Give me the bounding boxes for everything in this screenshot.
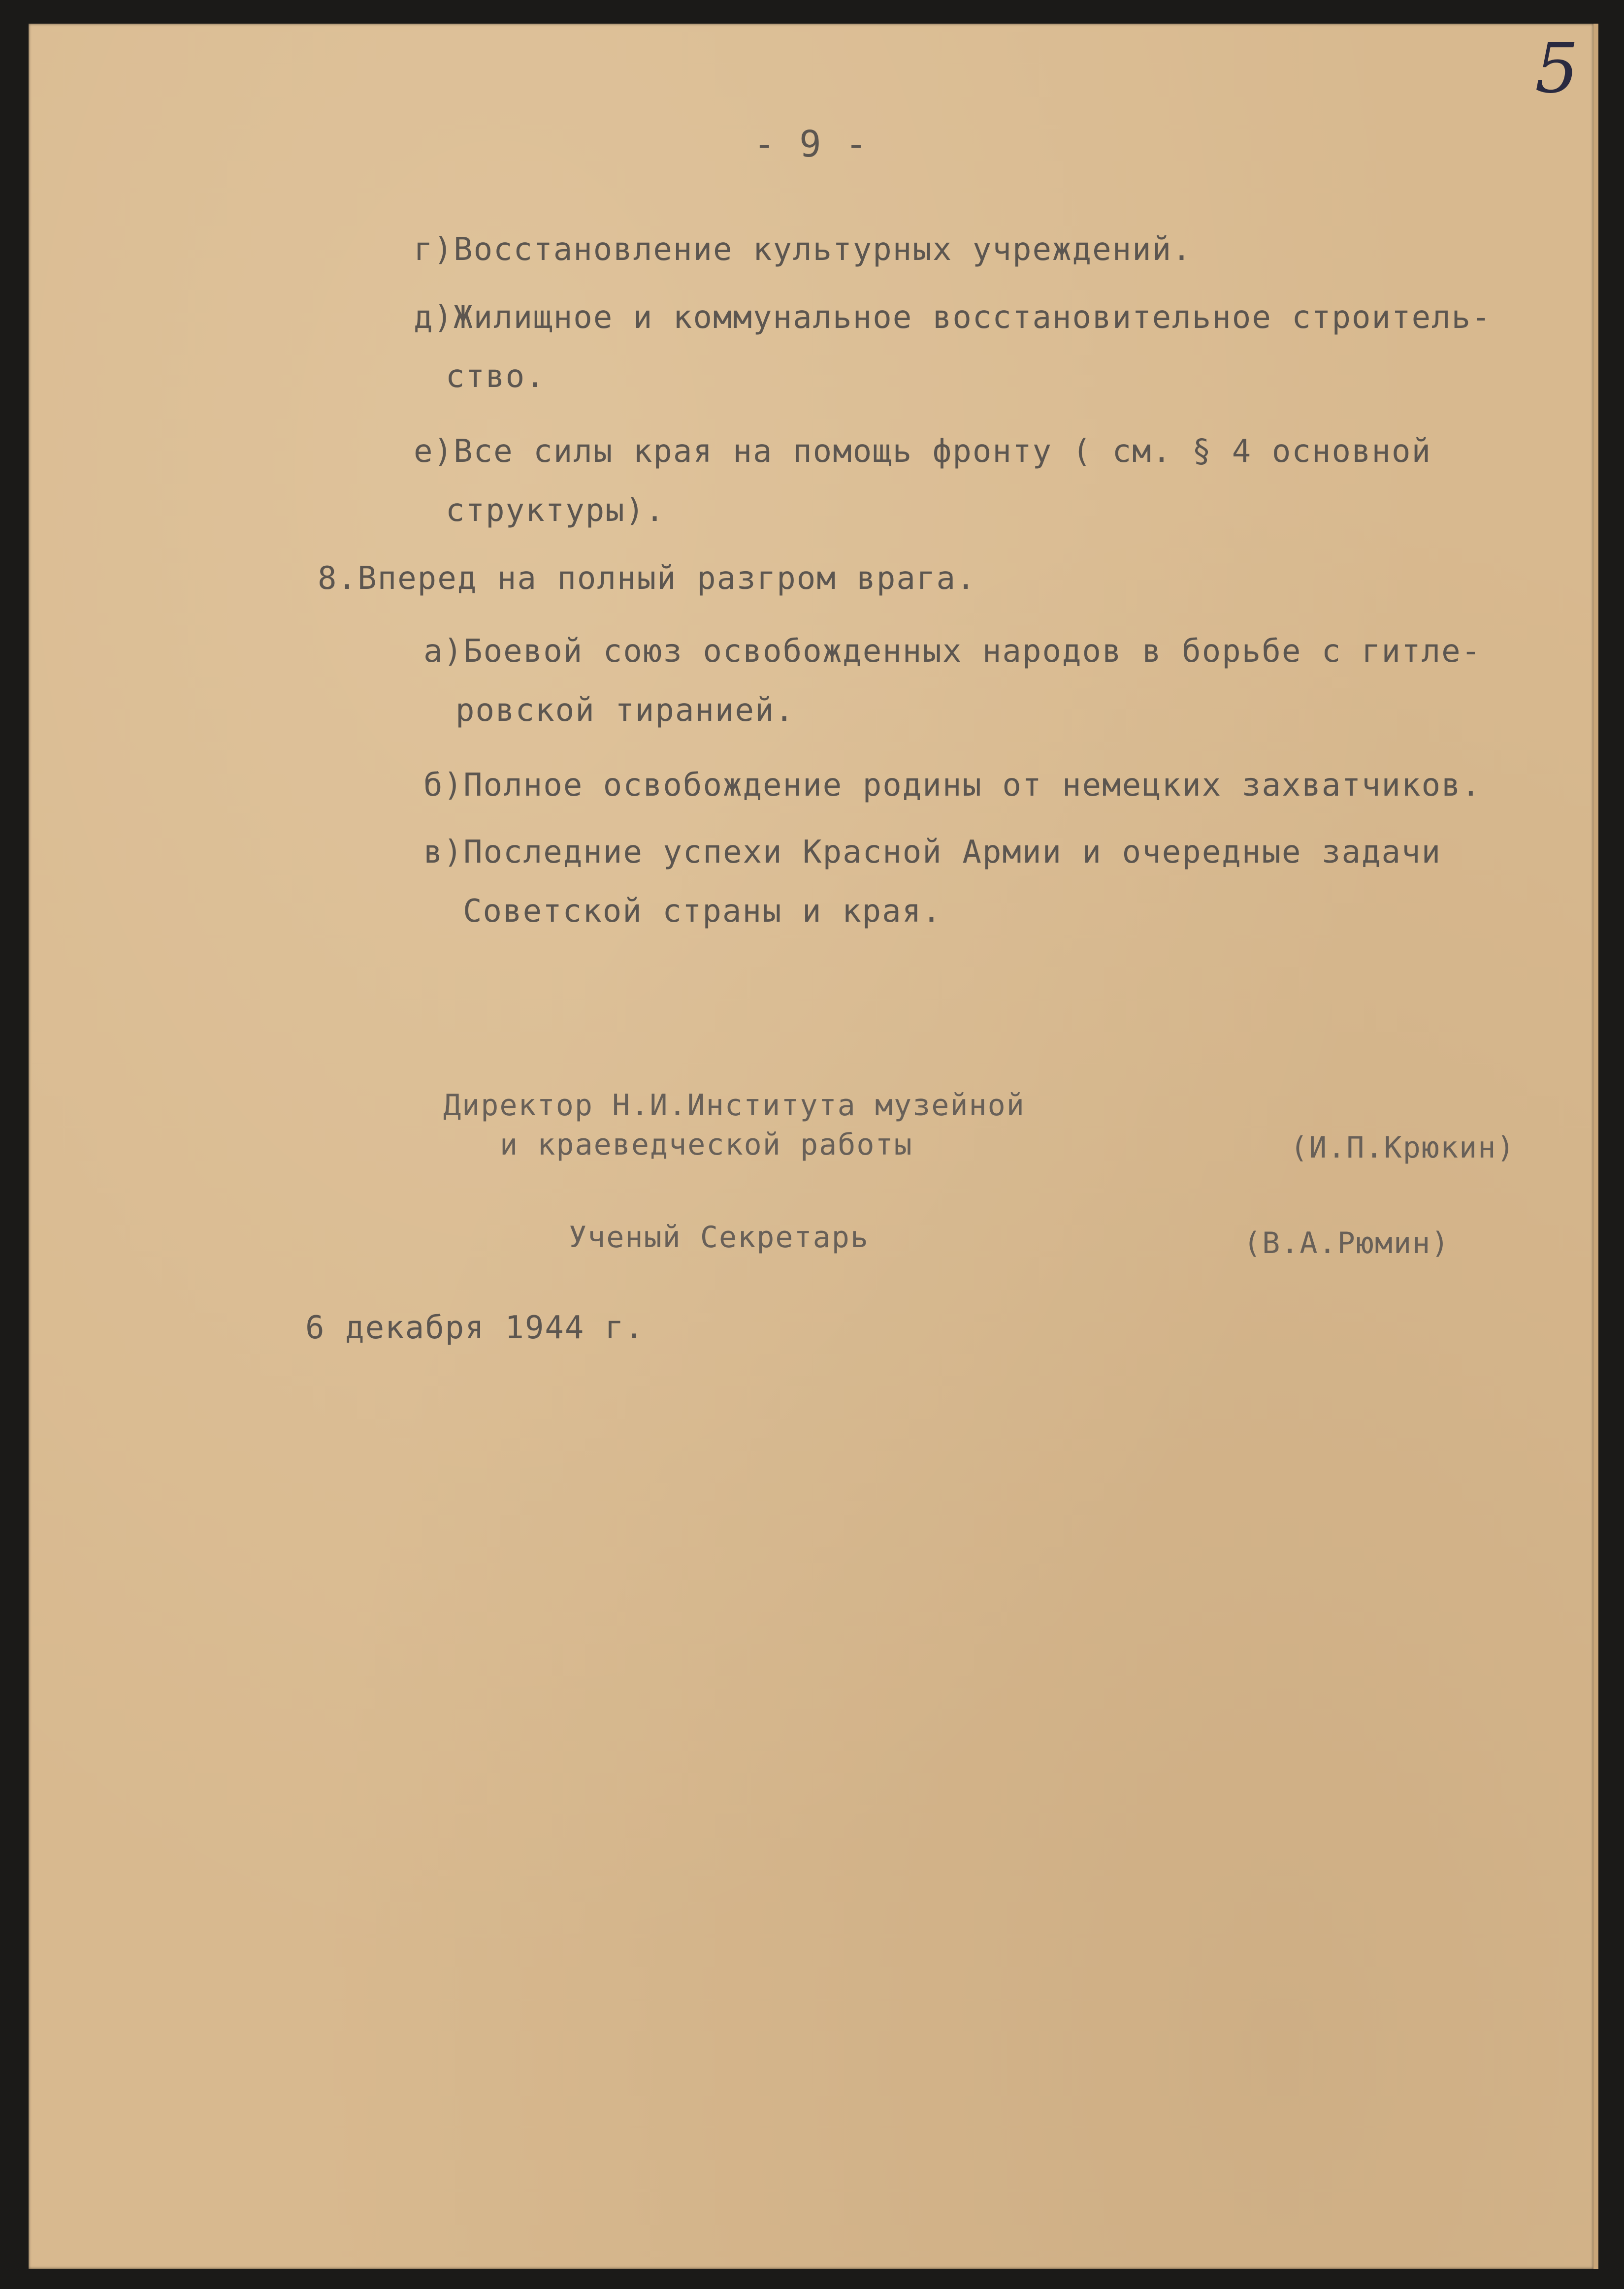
- document-date: 6 декабря 1944 г.: [305, 1310, 645, 1346]
- page-number: - 9 -: [753, 123, 868, 165]
- item-v: в)Последние успехи Красной Армии и очередные задачи: [423, 834, 1442, 870]
- item-e: е)Все силы края на помощь фронту ( см. § 4 основной: [414, 433, 1432, 470]
- item-a-cont: ровской тиранией.: [455, 692, 795, 729]
- secretary-name: (В.А.Рюмин): [1243, 1226, 1450, 1260]
- director-title-line-2: и краеведческой работы: [500, 1128, 913, 1162]
- paper-edge: [1593, 24, 1598, 2269]
- item-d-cont: ство.: [446, 358, 546, 395]
- item-d: д)Жилищное и коммунальное восстановительное строитель-: [414, 299, 1492, 336]
- item-b: б)Полное освобождение родины от немецких захватчиков.: [423, 767, 1482, 804]
- item-a: а)Боевой союз освобожденных народов в борьбе с гитле-: [423, 633, 1482, 670]
- director-title-line-1: Директор Н.И.Института музейной: [443, 1088, 1025, 1123]
- section-8-heading: 8.Вперед на полный разгром врага.: [318, 560, 976, 597]
- item-g: г)Восстановление культурных учреждений.: [414, 231, 1192, 268]
- item-e-cont: структуры).: [446, 492, 665, 529]
- folio-number: 5: [1534, 29, 1579, 109]
- director-name: (И.П.Крюкин): [1290, 1130, 1516, 1165]
- secretary-title: Ученый Секретарь: [569, 1220, 869, 1255]
- item-v-cont: Советской страны и края.: [463, 893, 942, 930]
